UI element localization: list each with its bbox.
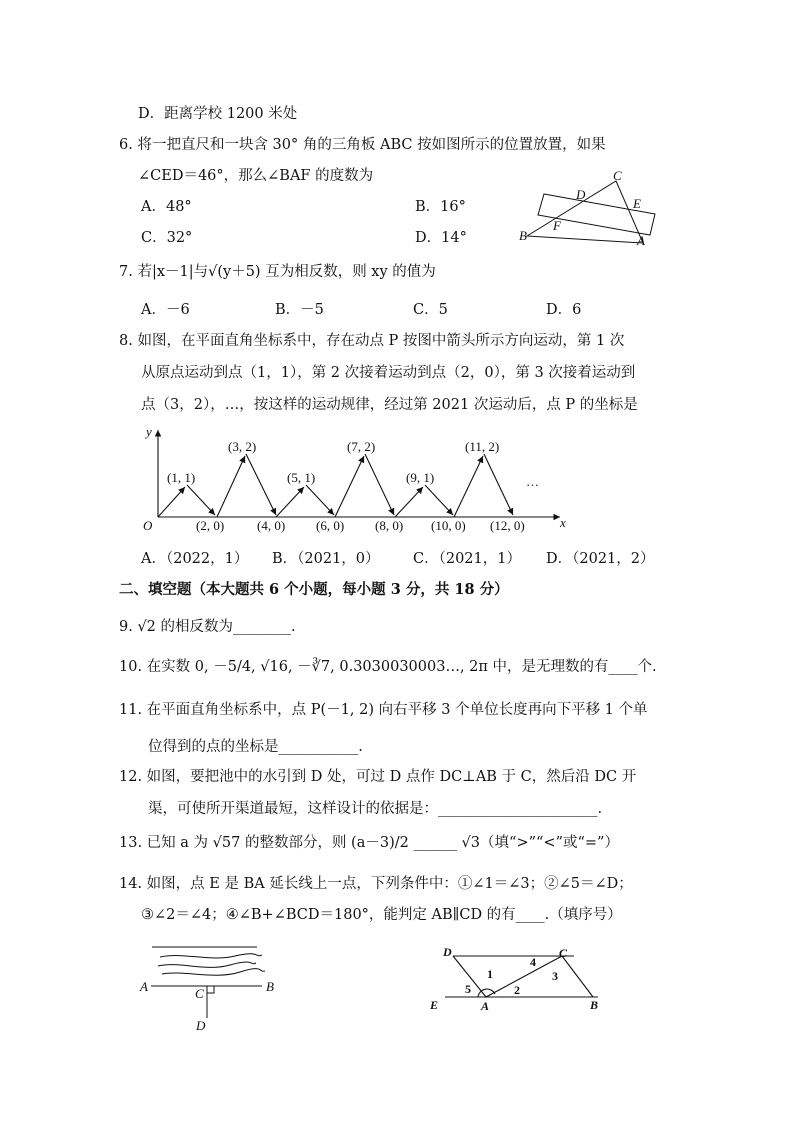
- q8-peak-label: (7, 2): [347, 439, 376, 454]
- q12-label-a: A: [140, 979, 148, 994]
- q14-line1: 14. 如图，点 E 是 BA 延长线上一点，下列条件中：①∠1＝∠3；②∠5＝∠D；: [119, 876, 633, 892]
- q14-label-a: A: [481, 999, 490, 1013]
- q8-peak-label: (11, 2): [465, 439, 500, 454]
- q8-peak-label: (1, 1): [167, 470, 196, 485]
- q8-axis-y-label: y: [146, 424, 152, 439]
- q7-stem: 7. 若|x－1|与√(y＋5) 互为相反数，则 xy 的值为: [119, 264, 436, 280]
- q11-line2: 位得到的点的坐标是___________.: [148, 739, 363, 755]
- q8-peak-label: (9, 1): [406, 470, 435, 485]
- q8-base-label: (10, 0): [431, 518, 466, 533]
- q12-label-c: C: [195, 986, 204, 1001]
- q8-option-c: C．（2021，1）: [413, 551, 521, 567]
- q8-base-label: (4, 0): [257, 518, 286, 533]
- q8-base-label: (6, 0): [316, 518, 345, 533]
- q14-angle-2: 2: [514, 983, 520, 997]
- q14-label-e: E: [430, 998, 439, 1012]
- q10: 10. 在实数 0, －5/4, √16, －∛7, 0.3030030003…, 2π 中，是无理数的有____个.: [119, 659, 657, 675]
- q6-option-c: C．32°: [141, 230, 193, 246]
- q7-option-a: A．－6: [141, 302, 190, 318]
- q14-angle-3: 3: [552, 969, 558, 983]
- q6-option-b: B．16°: [415, 199, 466, 215]
- q8-origin-label: O: [143, 518, 153, 533]
- q14-angle-4: 4: [530, 955, 536, 969]
- q6-label-f: F: [553, 218, 561, 233]
- q6-label-c: C: [613, 168, 622, 183]
- q14-angle-5: 5: [465, 982, 471, 996]
- q6-label-b: B: [519, 228, 527, 243]
- q14-label-c: C: [559, 946, 568, 960]
- q12-line2: 渠，可使所开渠道最短，这样设计的依据是：______________________.: [148, 801, 603, 817]
- q8-option-a: A．（2022，1）: [141, 551, 249, 567]
- q6-label-d: D: [576, 187, 586, 202]
- q8-base-label: (12, 0): [490, 518, 525, 533]
- q12-label-b: B: [266, 979, 274, 994]
- q14-angle-1: 1: [487, 967, 493, 981]
- q9: 9. √2 的相反数为________.: [119, 619, 296, 635]
- q8-stem-line2: 从原点运动到点（1，1），第 2 次接着运动到点（2，0），第 3 次接着运动到: [141, 365, 636, 381]
- q8-base-label: (2, 0): [196, 518, 225, 533]
- q8-peak-label: (3, 2): [228, 439, 257, 454]
- q7-option-b: B．－5: [275, 302, 324, 318]
- q8-ellipsis: …: [526, 474, 539, 489]
- q8-option-d: D．（2021，2）: [546, 551, 655, 567]
- q6-option-d: D．14°: [415, 230, 467, 246]
- section2-title: 二、填空题（本大题共 6 个小题，每小题 3 分，共 18 分）: [119, 581, 509, 598]
- q14-line2: ③∠2＝∠4；④∠B+∠BCD＝180°，能判定 AB∥CD 的有____.（填序号）: [141, 907, 622, 923]
- q12-line1: 12. 如图，要把池中的水引到 D 处，可过 D 点作 DC⊥AB 于 C，然后沿 DC 开: [119, 769, 637, 785]
- q8-stem-line1: 8. 如图，在平面直角坐标系中，存在动点 P 按图中箭头所示方向运动，第 1 次: [119, 333, 625, 349]
- q8-base-label: (8, 0): [375, 518, 404, 533]
- q6-stem-line1: 6. 将一把直尺和一块含 30° 角的三角板 ABC 按如图所示的位置放置，如果: [119, 137, 606, 153]
- q12-label-d: D: [196, 1018, 206, 1033]
- q6-option-a: A．48°: [141, 199, 192, 215]
- q11-line1: 11. 在平面直角坐标系中，点 P(－1, 2) 向右平移 3 个单位长度再向下平移 1 个单: [119, 702, 648, 718]
- q8-peak-label: (5, 1): [287, 470, 316, 485]
- q5-option-d: D．距离学校 1200 米处: [138, 106, 298, 122]
- q8-stem-line3: 点（3，2），…，按这样的运动规律，经过第 2021 次运动后，点 P 的坐标是: [141, 397, 638, 413]
- q13: 13. 已知 a 为 √57 的整数部分，则 (a－3)/2 ______ √3（填“>”“<”或“=”）: [119, 835, 619, 851]
- q7-option-c: C．5: [413, 302, 448, 318]
- q8-option-b: B．（2021，0）: [272, 551, 380, 567]
- q14-label-d: D: [443, 945, 452, 959]
- q6-label-a: A: [637, 233, 645, 248]
- q7-option-d: D．6: [546, 302, 582, 318]
- q6-label-e: E: [633, 196, 641, 211]
- q8-axis-x-label: x: [560, 515, 566, 530]
- q14-label-b: B: [590, 998, 599, 1012]
- q6-stem-line2: ∠CED＝46°，那么∠BAF 的度数为: [138, 168, 374, 184]
